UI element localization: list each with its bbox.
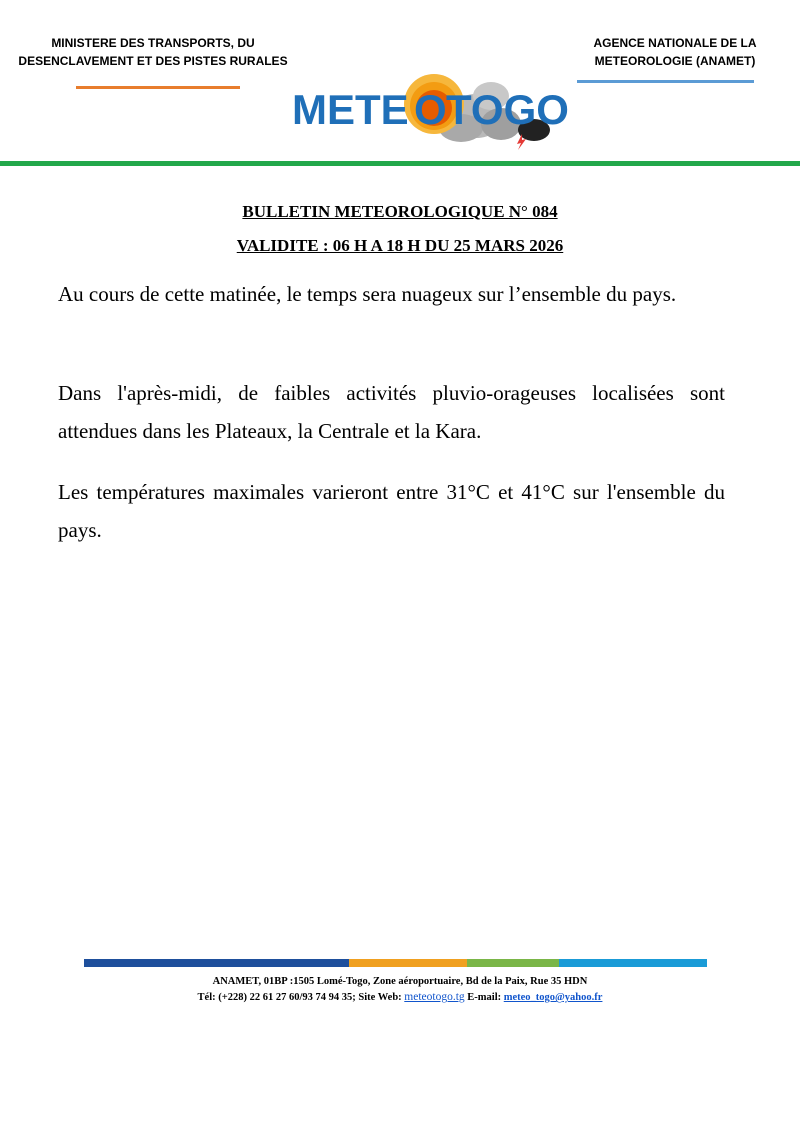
website-link[interactable]: meteotogo.tg [404,991,465,1003]
ministry-name: MINISTERE DES TRANSPORTS, DU DESENCLAVEMENT ET DES PISTES RURALES [18,36,288,68]
meteotogo-logo [286,66,596,152]
forecast-afternoon: Dans l'après-midi, de faibles activités pluvio-orageuses localisées sont attendues dans les Plateaux, la Centrale et la Kara. [58,381,725,443]
bulletin-validity: VALIDITE : 06 H A 18 H DU 25 MARS 2026 [236,236,564,255]
forecast-morning: Au cours de cette matinée, le temps sera nuageux sur l’ensemble du pays. [58,282,677,306]
email-link[interactable]: meteo_togo@yahoo.fr [503,992,603,1003]
orange-divider [76,86,240,89]
logo-text-left: METE [292,86,409,133]
bulletin-title: BULLETIN METEOROLOGIQUE N° 084 [242,202,558,221]
footer-phone: Tél: (+228) 22 61 27 60/93 74 94 35; Site Web: [197,992,405,1003]
logo-text-middle: O [414,86,447,133]
footer-color-bar [84,959,707,967]
agency-name: AGENCE NATIONALE DE LA METEOROLOGIE (ANAMET) [593,36,757,68]
blue-divider [577,80,754,83]
footer-address: ANAMET, 01BP :1505 Lomé-Togo, Zone aéroportuaire, Bd de la Paix, Rue 35 HDN [212,976,588,987]
logo-text-right: TOGO [446,86,569,133]
green-divider [0,161,800,166]
footer-email-label: E-mail: [464,992,504,1003]
footer-contact [0,990,800,1005]
forecast-temperatures: Les températures maximales varieront entre 31°C et 41°C sur l'ensemble du pays. [58,480,725,542]
